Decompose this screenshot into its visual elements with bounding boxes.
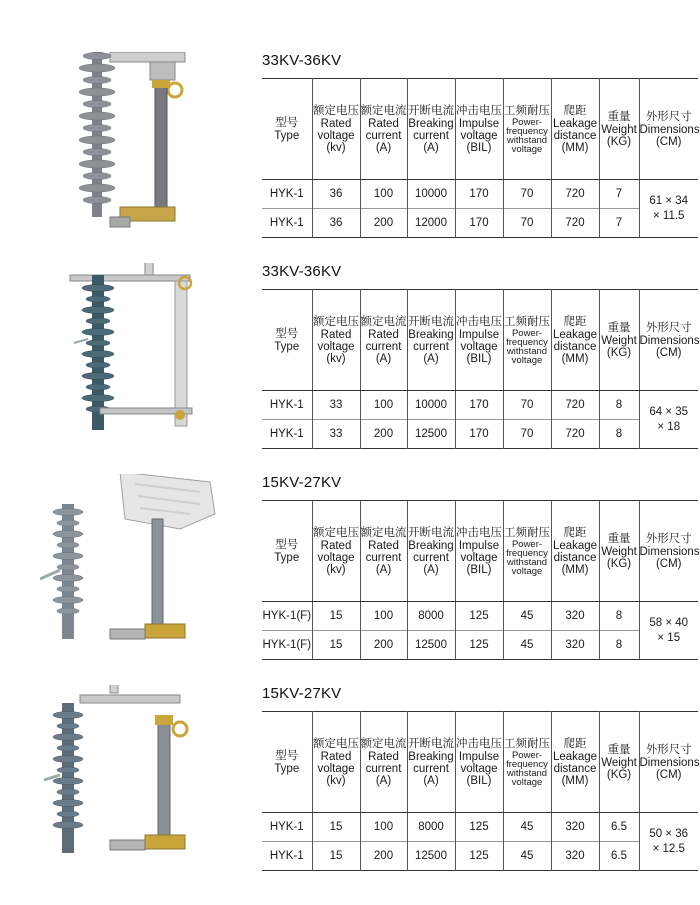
column-header xyxy=(360,79,407,180)
table-row xyxy=(262,631,698,660)
table-cell: 8 xyxy=(599,391,639,420)
table-cell: 70 xyxy=(503,420,551,449)
table-header-row xyxy=(262,501,698,602)
table-row xyxy=(262,180,698,209)
column-header-en: Rated voltage (kv) xyxy=(317,117,355,154)
column-header-cn: 冲击电压 xyxy=(456,315,502,328)
column-header-cn: 工频耐压 xyxy=(504,526,550,539)
column-header xyxy=(639,290,698,391)
column-header-en: Power- frequency withstand voltage xyxy=(506,538,548,577)
cutout-fuse-image xyxy=(40,52,240,272)
column-header xyxy=(407,501,455,602)
spec-table xyxy=(262,711,698,871)
table-cell: 15 xyxy=(312,631,360,660)
column-header-cn: 外形尺寸 xyxy=(645,743,692,756)
column-header-en: Rated voltage (kv) xyxy=(317,328,355,365)
column-header-cn: 额定电压 xyxy=(313,315,359,328)
column-header xyxy=(503,501,551,602)
column-header-en: Power- frequency withstand voltage xyxy=(506,749,548,788)
table-cell: 12000 xyxy=(407,209,455,238)
column-header-en: Rated voltage (kv) xyxy=(317,750,355,787)
column-header xyxy=(455,501,503,602)
dimensions-cell: 64 × 35 × 18 xyxy=(639,391,698,449)
column-header-en: Rated current (A) xyxy=(365,750,402,787)
column-header xyxy=(312,290,360,391)
column-header-cn: 外形尺寸 xyxy=(645,110,692,123)
column-header-en: Power- frequency withstand voltage xyxy=(506,327,548,366)
column-header-cn: 开断电流 xyxy=(408,526,454,539)
cutout-fuse-image xyxy=(40,474,240,694)
table-cell: 33 xyxy=(312,420,360,449)
column-header-cn: 爬距 xyxy=(563,737,587,750)
table-cell: 320 xyxy=(551,602,599,631)
column-header-cn: 额定电压 xyxy=(313,526,359,539)
spec-table xyxy=(262,78,698,238)
column-header-cn: 额定电压 xyxy=(313,737,359,750)
column-header xyxy=(599,290,639,391)
column-header xyxy=(407,79,455,180)
table-cell: 36 xyxy=(312,209,360,238)
table-cell: 100 xyxy=(360,813,407,842)
column-header-en: Type xyxy=(274,551,300,564)
section-title: 15KV-27KV xyxy=(262,685,342,702)
table-cell: 15 xyxy=(312,602,360,631)
table-cell: HYK-1(F) xyxy=(262,610,312,622)
column-header xyxy=(312,501,360,602)
column-header-cn: 工频耐压 xyxy=(504,315,550,328)
table-cell: 70 xyxy=(503,180,551,209)
column-header xyxy=(262,290,312,391)
column-header-en: Impulse voltage (BIL) xyxy=(458,117,500,154)
column-header-cn: 额定电流 xyxy=(360,526,407,539)
column-header-cn: 外形尺寸 xyxy=(645,321,692,334)
column-header-cn: 开断电流 xyxy=(408,104,454,117)
column-header-cn: 额定电流 xyxy=(360,737,407,750)
column-header xyxy=(639,712,698,813)
table-cell: 170 xyxy=(455,391,503,420)
spec-table xyxy=(262,289,698,449)
table-cell: 8 xyxy=(599,631,639,660)
section-title: 33KV-36KV xyxy=(262,263,342,280)
column-header-en: Leakage distance (MM) xyxy=(552,539,598,576)
column-header xyxy=(503,79,551,180)
column-header-cn: 开断电流 xyxy=(408,737,454,750)
column-header xyxy=(551,712,599,813)
column-header-cn: 型号 xyxy=(275,538,299,551)
column-header-cn: 型号 xyxy=(275,327,299,340)
table-row xyxy=(262,209,698,238)
column-header-cn: 冲击电压 xyxy=(456,526,502,539)
column-header-en: Type xyxy=(274,762,300,775)
column-header-en: Breaking current (A) xyxy=(408,539,454,576)
table-cell: 6.5 xyxy=(599,813,639,842)
table-cell: 8 xyxy=(599,602,639,631)
column-header-en: Power- frequency withstand voltage xyxy=(506,116,548,155)
column-header-cn: 冲击电压 xyxy=(456,104,502,117)
column-header-cn: 开断电流 xyxy=(408,315,454,328)
column-header-cn: 爬距 xyxy=(563,104,587,117)
column-header xyxy=(360,290,407,391)
table-cell: 125 xyxy=(455,842,503,871)
table-cell: 45 xyxy=(503,631,551,660)
column-header-cn: 型号 xyxy=(275,749,299,762)
column-header xyxy=(455,290,503,391)
column-header-cn: 工频耐压 xyxy=(504,104,550,117)
table-header-row xyxy=(262,290,698,391)
column-header-cn: 工频耐压 xyxy=(504,737,550,750)
column-header-en: Impulse voltage (BIL) xyxy=(458,539,500,576)
column-header-en: Leakage distance (MM) xyxy=(552,750,598,787)
column-header-en: Type xyxy=(274,340,300,353)
table-cell: 70 xyxy=(503,391,551,420)
table-row xyxy=(262,602,698,631)
table-cell: 8000 xyxy=(407,813,455,842)
table-cell: 10000 xyxy=(407,391,455,420)
column-header-cn: 爬距 xyxy=(563,315,587,328)
table-cell: 15 xyxy=(312,813,360,842)
column-header-en: Weight (KG) xyxy=(601,545,637,570)
column-header xyxy=(407,290,455,391)
product-section-4 xyxy=(0,685,700,905)
column-header xyxy=(551,501,599,602)
table-row xyxy=(262,813,698,842)
column-header-en: Dimensions (CM) xyxy=(639,545,700,570)
column-header-en: Weight (KG) xyxy=(601,756,637,781)
column-header-cn: 重量 xyxy=(607,743,631,756)
column-header-en: Dimensions (CM) xyxy=(639,123,700,148)
column-header xyxy=(455,712,503,813)
table-cell: 7 xyxy=(599,180,639,209)
table-cell: 6.5 xyxy=(599,842,639,871)
column-header-en: Leakage distance (MM) xyxy=(552,117,598,154)
column-header-en: Rated voltage (kv) xyxy=(317,539,355,576)
table-row xyxy=(262,391,698,420)
column-header xyxy=(262,79,312,180)
column-header-cn: 爬距 xyxy=(563,526,587,539)
column-header-cn: 外形尺寸 xyxy=(645,532,692,545)
column-header xyxy=(312,712,360,813)
column-header-en: Dimensions (CM) xyxy=(639,334,700,359)
table-cell: 8000 xyxy=(407,602,455,631)
table-cell: 170 xyxy=(455,180,503,209)
product-section-3 xyxy=(0,474,700,694)
table-cell: HYK-1 xyxy=(262,842,312,871)
column-header-cn: 额定电压 xyxy=(313,104,359,117)
table-cell: 720 xyxy=(551,180,599,209)
table-cell: HYK-1 xyxy=(262,209,312,238)
table-cell: 170 xyxy=(455,420,503,449)
column-header-cn: 重量 xyxy=(607,532,631,545)
column-header-en: Weight (KG) xyxy=(601,334,637,359)
table-cell: 125 xyxy=(455,813,503,842)
table-cell: 200 xyxy=(360,209,407,238)
product-section-1 xyxy=(0,52,700,272)
table-cell: 15 xyxy=(312,842,360,871)
table-cell: 720 xyxy=(551,209,599,238)
column-header-en: Rated current (A) xyxy=(365,539,402,576)
product-section-2 xyxy=(0,263,700,483)
column-header-cn: 冲击电压 xyxy=(456,737,502,750)
table-cell: HYK-1(F) xyxy=(262,631,312,660)
table-cell: HYK-1 xyxy=(269,188,304,200)
table-cell: 720 xyxy=(551,420,599,449)
table-cell: 170 xyxy=(455,209,503,238)
column-header-en: Rated current (A) xyxy=(365,117,402,154)
dimensions-cell: 58 × 40 × 15 xyxy=(639,602,698,660)
column-header xyxy=(360,712,407,813)
column-header-en: Breaking current (A) xyxy=(408,750,454,787)
table-cell: HYK-1 xyxy=(269,399,304,411)
column-header-en: Impulse voltage (BIL) xyxy=(458,328,500,365)
column-header-en: Breaking current (A) xyxy=(408,328,454,365)
column-header-cn: 额定电流 xyxy=(360,104,407,117)
table-cell: 200 xyxy=(360,631,407,660)
column-header xyxy=(262,501,312,602)
column-header xyxy=(599,712,639,813)
column-header-en: Type xyxy=(274,129,300,142)
table-cell: HYK-1 xyxy=(262,420,312,449)
column-header xyxy=(503,712,551,813)
section-title: 33KV-36KV xyxy=(262,52,342,69)
table-header-row xyxy=(262,79,698,180)
column-header xyxy=(551,79,599,180)
table-cell: 12500 xyxy=(407,631,455,660)
column-header xyxy=(599,79,639,180)
table-row xyxy=(262,420,698,449)
column-header-en: Impulse voltage (BIL) xyxy=(458,750,500,787)
table-cell: 33 xyxy=(312,391,360,420)
table-cell: 36 xyxy=(312,180,360,209)
column-header-en: Breaking current (A) xyxy=(408,117,454,154)
column-header-cn: 重量 xyxy=(607,321,631,334)
table-cell: 100 xyxy=(360,180,407,209)
table-cell: 720 xyxy=(551,391,599,420)
column-header xyxy=(407,712,455,813)
column-header-cn: 重量 xyxy=(607,110,631,123)
table-cell: 70 xyxy=(503,209,551,238)
table-cell: 125 xyxy=(455,631,503,660)
table-cell: 125 xyxy=(455,602,503,631)
table-row xyxy=(262,842,698,871)
column-header-cn: 型号 xyxy=(275,116,299,129)
table-cell: 100 xyxy=(360,391,407,420)
table-cell: 200 xyxy=(360,842,407,871)
column-header-en: Leakage distance (MM) xyxy=(552,328,598,365)
table-cell: 8 xyxy=(599,420,639,449)
table-cell: HYK-1 xyxy=(269,821,304,833)
column-header xyxy=(503,290,551,391)
table-cell: 100 xyxy=(360,602,407,631)
column-header-cn: 额定电流 xyxy=(360,315,407,328)
table-cell: 45 xyxy=(503,813,551,842)
column-header xyxy=(639,501,698,602)
dimensions-cell: 61 × 34 × 11.5 xyxy=(639,180,698,238)
table-cell: 10000 xyxy=(407,180,455,209)
column-header xyxy=(455,79,503,180)
section-title: 15KV-27KV xyxy=(262,474,342,491)
table-cell: 45 xyxy=(503,842,551,871)
cutout-fuse-image xyxy=(40,263,240,483)
table-cell: 7 xyxy=(599,209,639,238)
column-header xyxy=(551,290,599,391)
column-header xyxy=(639,79,698,180)
table-header-row xyxy=(262,712,698,813)
cutout-fuse-image xyxy=(40,685,240,905)
column-header xyxy=(599,501,639,602)
column-header-en: Rated current (A) xyxy=(365,328,402,365)
column-header-en: Dimensions (CM) xyxy=(639,756,700,781)
column-header xyxy=(360,501,407,602)
table-cell: 320 xyxy=(551,813,599,842)
column-header xyxy=(312,79,360,180)
table-cell: 200 xyxy=(360,420,407,449)
column-header-en: Weight (KG) xyxy=(601,123,637,148)
column-header xyxy=(262,712,312,813)
table-cell: 12500 xyxy=(407,842,455,871)
table-cell: 320 xyxy=(551,842,599,871)
table-cell: 12500 xyxy=(407,420,455,449)
table-cell: 320 xyxy=(551,631,599,660)
table-cell: 45 xyxy=(503,602,551,631)
dimensions-cell: 50 × 36 × 12.5 xyxy=(639,813,698,871)
spec-table xyxy=(262,500,698,660)
